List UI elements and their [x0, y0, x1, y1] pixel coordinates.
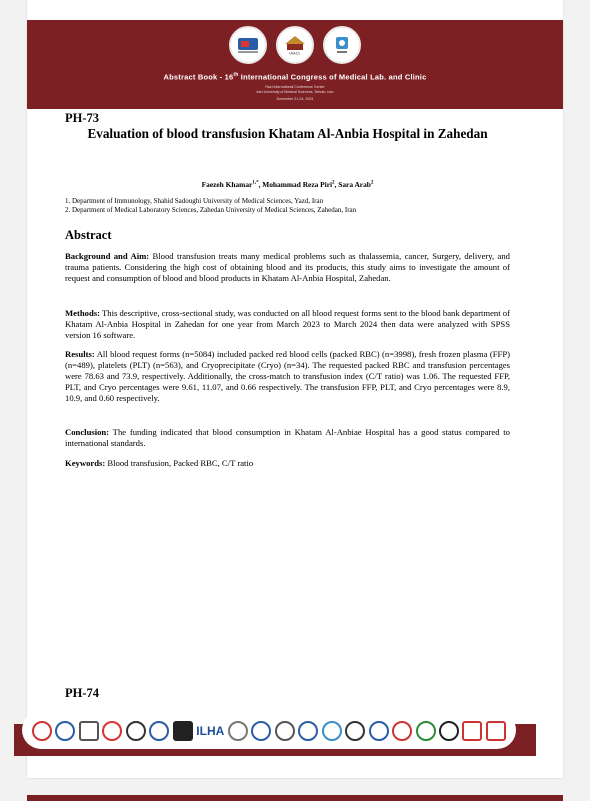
sponsor-logo — [228, 721, 248, 741]
header-banner — [27, 20, 563, 109]
section-text: The funding indicated that blood consumption in Khatam Al-Anbiae Hospital has a good status compared to international standards. — [65, 427, 510, 448]
sponsor-logo — [486, 721, 506, 741]
affiliation-marker: 2 — [370, 180, 374, 186]
affiliation-2: 2. Department of Medical Laboratory Sciences, Zahedan University of Medical Sciences, Zahedan, Iran — [65, 206, 357, 214]
sponsor-logo — [298, 721, 318, 741]
congress-title: Abstract Book - 16th International Congress of Medical Lab. and Clinic — [163, 72, 427, 82]
section-results — [65, 349, 510, 404]
section-text: Blood transfusion treats many medical problems such as thalassemia, cancer, Surgery, delivery, and trauma patients. Considering the high cost of obtaining blood and its products, this study aims to investigate the amount of request and consumption of blood and blood products in Khatam Al-Anbia Hospital, Zahedan. — [65, 251, 510, 283]
sponsor-logo — [102, 721, 122, 741]
authors-line — [65, 180, 510, 189]
next-page-header-edge — [27, 795, 563, 801]
sponsor-logos — [32, 716, 506, 746]
sponsor-logo — [416, 721, 436, 741]
sponsor-logo — [392, 721, 412, 741]
sponsor-logo — [32, 721, 52, 741]
abstract-code: PH-73 — [65, 111, 100, 125]
sponsor-logo — [275, 721, 295, 741]
congress-logo-icon — [235, 35, 261, 55]
university-logo — [323, 26, 361, 64]
section-conclusion — [65, 427, 510, 449]
section-label: Background and Aim: — [65, 251, 150, 261]
section-keywords — [65, 458, 510, 469]
sponsor-logo — [369, 721, 389, 741]
authors-text: Faezeh Khamar$^{1,*}$, Mohammad Reza Piri$^2$, Sara Arab$^2$ — [201, 180, 374, 189]
sponsor-logo — [251, 721, 271, 741]
iaacl-logo-icon — [282, 34, 308, 56]
section-background — [65, 251, 510, 284]
sponsor-logo — [149, 721, 169, 741]
sponsor-logo — [79, 721, 99, 741]
sponsor-logo — [345, 721, 365, 741]
sponsor-logo — [462, 721, 482, 741]
sponsor-logo — [322, 721, 342, 741]
svg-text:IAACL: IAACL — [289, 50, 301, 56]
affiliation-marker: 1,* — [252, 180, 259, 186]
section-label: Keywords: — [65, 458, 106, 468]
sponsor-logo — [126, 721, 146, 741]
ilha-logo: ILHA — [196, 724, 225, 738]
section-text: All blood request forms (n=5084) included packed red blood cells (packed RBC) (n=3998), fresh frozen plasma (FFP) (n=489), platelets (PLT) (n=563), and Cryoprecipitate (Cryo) (n=34). The requested packed RBC and transfusion percentages were 78.63 and 73.9, respectively. Additionally, the cross-match to transfusion index (C/T ratio) was 1.06. The requested FFP, PLT, and Cryo percentages were 9.61, 11.07, and 0.66 respectively. The transfusion FFP, PLT, and Cryo percentages were 8.9, 10.9, and 0.60 respectively. — [65, 349, 510, 403]
header-logos — [27, 26, 563, 64]
sponsor-logo — [55, 721, 75, 741]
section-label: Methods: — [65, 308, 100, 318]
abstract-title: Evaluation of blood transfusion Khatam Al-Anbia Hospital in Zahedan — [87, 126, 488, 141]
iaacl-logo — [276, 26, 314, 64]
congress-logo — [229, 26, 267, 64]
section-text: Blood transfusion, Packed RBC, C/T ratio — [105, 458, 254, 468]
university-line: Iran University of Medical Sciences, Tehran, Iran — [256, 90, 334, 94]
next-abstract-code: PH-74 — [65, 686, 100, 700]
section-text: This descriptive, cross-sectional study, was conducted on all blood request forms sent to the blood bank department of Khatam Al-Anbia Hospital in Zahedan for one year from March 2023 to March 2024 then data were analyzed with SPSS version 16 software. — [65, 308, 510, 340]
section-label: Results: — [65, 349, 95, 359]
sponsor-logo — [439, 721, 459, 741]
sponsor-logo — [173, 721, 193, 741]
affiliation-1: 1. Department of Immunology, Shahid Sadoughi University of Medical Sciences, Yazd, Iran — [65, 197, 324, 205]
university-logo-icon — [329, 34, 355, 56]
abstract-heading: Abstract — [65, 228, 112, 242]
section-methods — [65, 308, 510, 341]
venue-line: Razi International Conference Center — [265, 85, 325, 89]
affiliation-marker: 2 — [332, 180, 335, 186]
dates-line: December 21-24, 2024 — [276, 97, 314, 101]
section-label: Conclusion: — [65, 427, 110, 437]
ordinal-suffix: th — [233, 72, 239, 78]
